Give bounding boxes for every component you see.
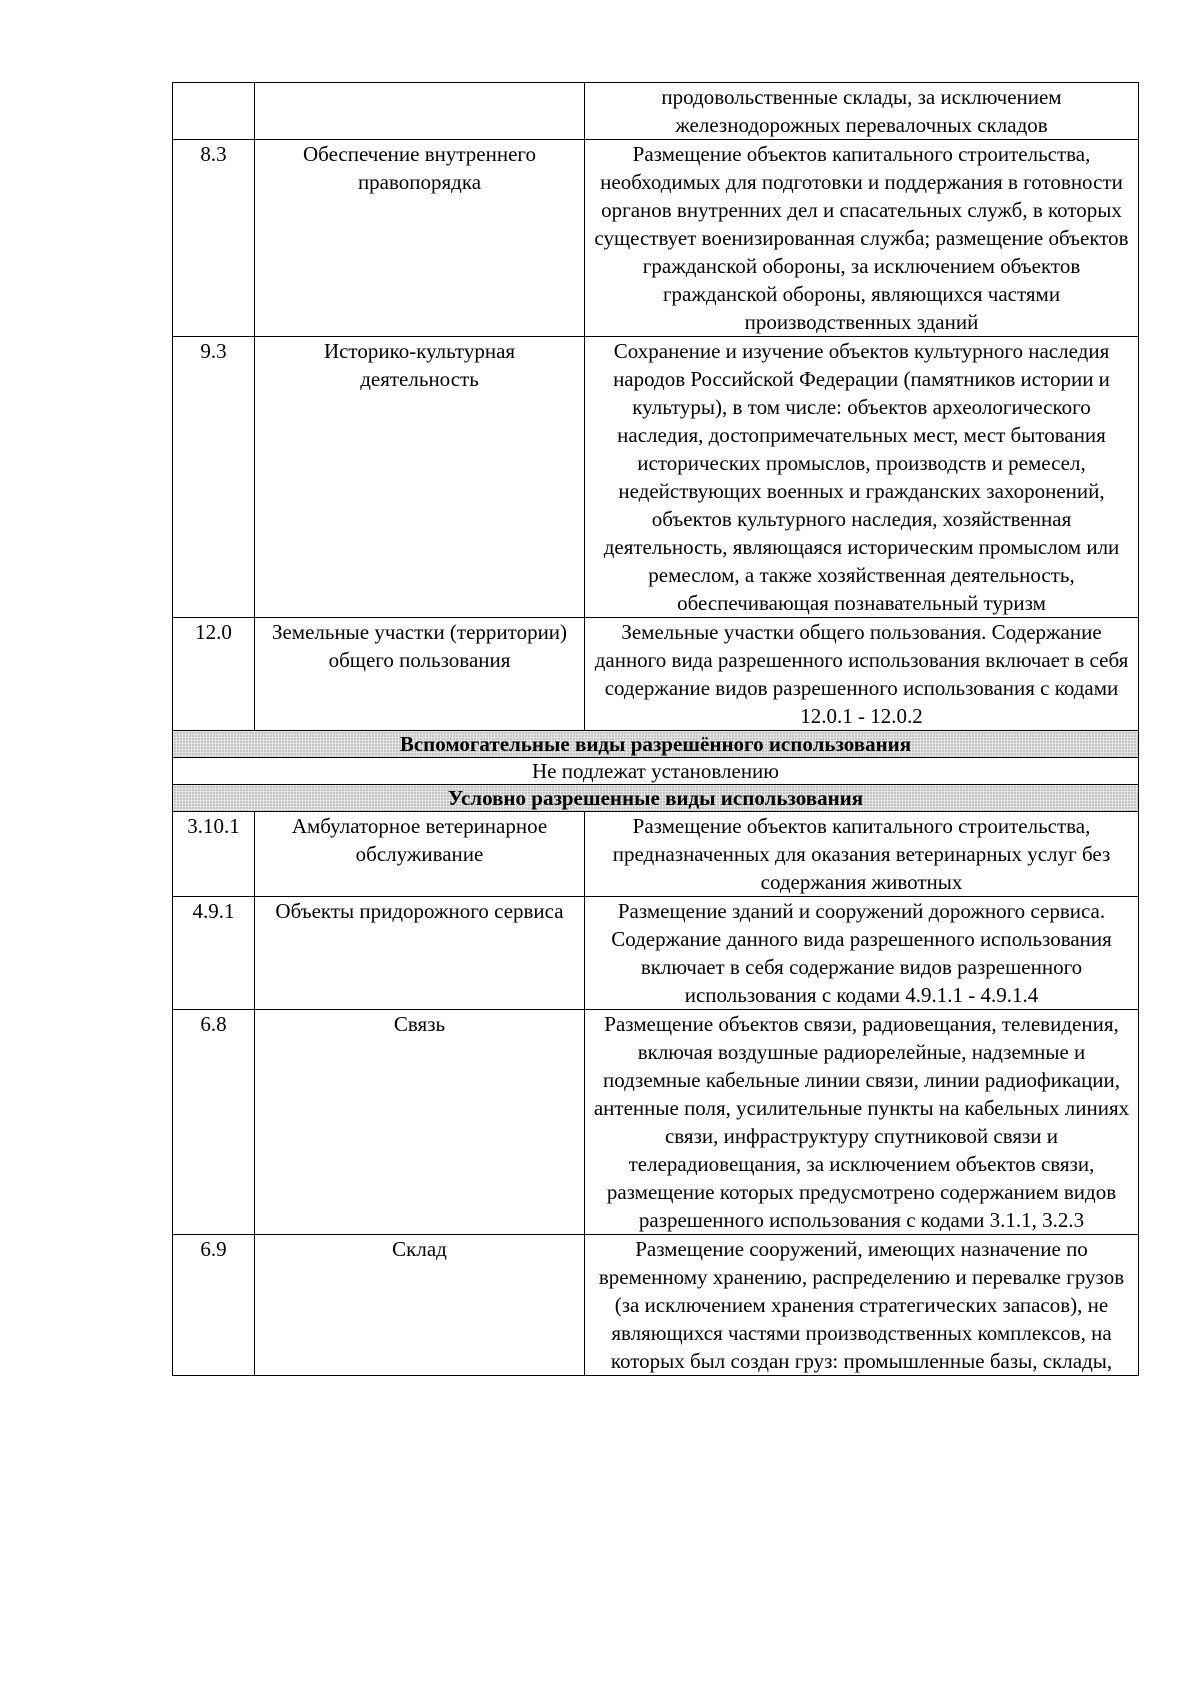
note-row — [173, 758, 1139, 785]
table-row — [173, 83, 1139, 140]
row-description: Размещение объектов связи, радиовещания, телевидения, включая воздушные радиорелейные, надземные и подземные кабельные линии связи, линии радиофикации, антенные поля, усилительные пункты на кабельных линиях связи, инфраструктуру спутниковой связи и телерадиовещания, за исключением объектов связи, размещение которых предусмотрено содержанием видов разрешенного использования с кодами 3.1.1, 3.2.3 — [585, 1010, 1139, 1235]
row-description: продовольственные склады, за исключением железнодорожных перевалочных складов — [585, 83, 1139, 140]
row-name: Склад — [255, 1235, 585, 1376]
table-row — [173, 337, 1139, 618]
row-name: Объекты придорожного сервиса — [255, 897, 585, 1010]
row-description: Размещение объектов капитального строительства, предназначенных для оказания ветеринарных услуг без содержания животных — [585, 812, 1139, 897]
row-name: Историко-культурная деятельность — [255, 337, 585, 618]
row-description: Сохранение и изучение объектов культурного наследия народов Российской Федерации (памятников истории и культуры), в том числе: объектов археологического наследия, достопримечательных мест, мест бытования исторических промыслов, производств и ремесел, недействующих военных и гражданских захоронений, объектов культурного наследия, хозяйственная деятельность, являющаяся историческим промыслом или ремеслом, а также хозяйственная деятельность, обеспечивающая познавательный туризм — [585, 337, 1139, 618]
row-name: Обеспечение внутреннего правопорядка — [255, 140, 585, 337]
row-name: Земельные участки (территории) общего пользования — [255, 618, 585, 731]
row-code: 3.10.1 — [173, 812, 255, 897]
row-code: 8.3 — [173, 140, 255, 337]
row-code: 4.9.1 — [173, 897, 255, 1010]
row-description: Земельные участки общего пользования. Содержание данного вида разрешенного использования включает в себя содержание видов разрешенного использования с кодами 12.0.1 - 12.0.2 — [585, 618, 1139, 731]
row-name — [255, 83, 585, 140]
row-name: Амбулаторное ветеринарное обслуживание — [255, 812, 585, 897]
row-code — [173, 83, 255, 140]
table-row — [173, 1235, 1139, 1376]
row-description: Размещение сооружений, имеющих назначение по временному хранению, распределению и перевалке грузов (за исключением хранения стратегических запасов), не являющихся частями производственных комплексов, на которых был создан груз: промышленные базы, склады, — [585, 1235, 1139, 1376]
section-heading-row — [173, 785, 1139, 812]
row-description: Размещение объектов капитального строительства, необходимых для подготовки и поддержания в готовности органов внутренних дел и спасательных служб, в которых существует военизированная служба; размещение объектов гражданской обороны, за исключением объектов гражданской обороны, являющихся частями производственных зданий — [585, 140, 1139, 337]
row-description: Размещение зданий и сооружений дорожного сервиса. Содержание данного вида разрешенного использования включает в себя содержание видов разрешенного использования с кодами 4.9.1.1 - 4.9.1.4 — [585, 897, 1139, 1010]
land-use-table — [172, 82, 1139, 1376]
row-code: 6.8 — [173, 1010, 255, 1235]
table-row — [173, 897, 1139, 1010]
table-row — [173, 1010, 1139, 1235]
auxiliary-note: Не подлежат установлению — [173, 758, 1139, 785]
row-code: 6.9 — [173, 1235, 255, 1376]
row-code: 9.3 — [173, 337, 255, 618]
auxiliary-section-heading: Вспомогательные виды разрешённого использования — [173, 731, 1139, 758]
conditional-section-heading: Условно разрешенные виды использования — [173, 785, 1139, 812]
row-code: 12.0 — [173, 618, 255, 731]
section-heading-row — [173, 731, 1139, 758]
table-row — [173, 618, 1139, 731]
table-row — [173, 812, 1139, 897]
table-row — [173, 140, 1139, 337]
row-name: Связь — [255, 1010, 585, 1235]
